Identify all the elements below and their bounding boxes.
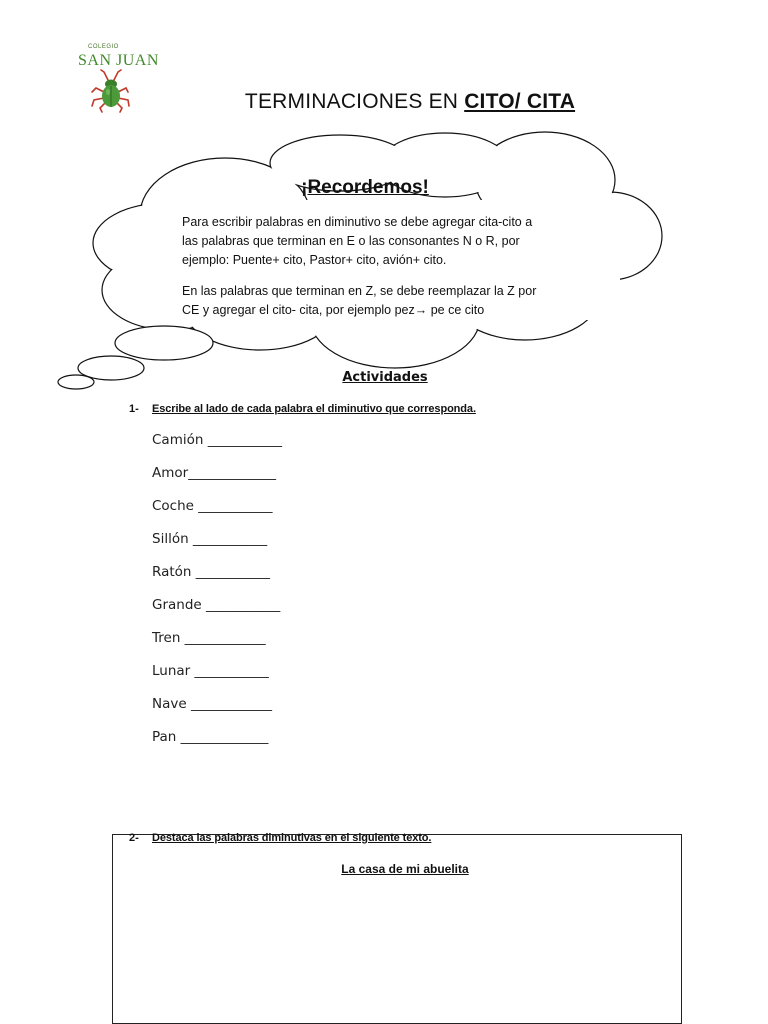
reminder-paragraph: Para escribir palabras en diminutivo se debe agregar cita-cito a las palabras que terminan en E o las consonantes N o R, por ejemplo: Puente+ cito, Pastor+ cito, avión+ cito. [182,215,533,267]
word-list [152,432,282,762]
word-item: Sillón ___________ [152,531,268,547]
word-item: Pan _____________ [152,729,269,745]
word-item: Grande ___________ [152,597,281,613]
reminder-heading: ¡Recordemos! [301,177,429,198]
word-item: Ratón ___________ [152,564,271,580]
question-number: 1- [129,403,139,415]
title-prefix: TERMINACIONES EN [244,90,465,113]
word-item: Camión ___________ [152,432,282,448]
logo-school-label: COLEGIO [88,44,119,50]
word-item: Tren ____________ [152,630,266,646]
word-item: Nave ____________ [152,696,272,712]
logo-school-name: SAN JUAN [78,52,159,69]
word-item: Coche ___________ [152,498,273,514]
question-text: Destaca las palabras diminutivas en el siguiente texto. [152,832,432,844]
question-number: 2- [129,832,139,844]
activities-heading: Actividades [342,370,428,385]
word-item: Amor_____________ [152,465,276,481]
story-title: La casa de mi abuelita [341,862,469,876]
question-text: Escribe al lado de cada palabra el diminutivo que corresponda. [152,403,476,415]
word-item: Lunar ___________ [152,663,269,679]
reminder-paragraph: En las palabras que terminan en Z, se debe reemplazar la Z por CE y agregar el cito- cita, por ejemplo pez→ pe ce cito [182,284,537,317]
title-emphasis: CITO/ CITA [464,90,576,113]
thought-cloud [0,0,768,420]
